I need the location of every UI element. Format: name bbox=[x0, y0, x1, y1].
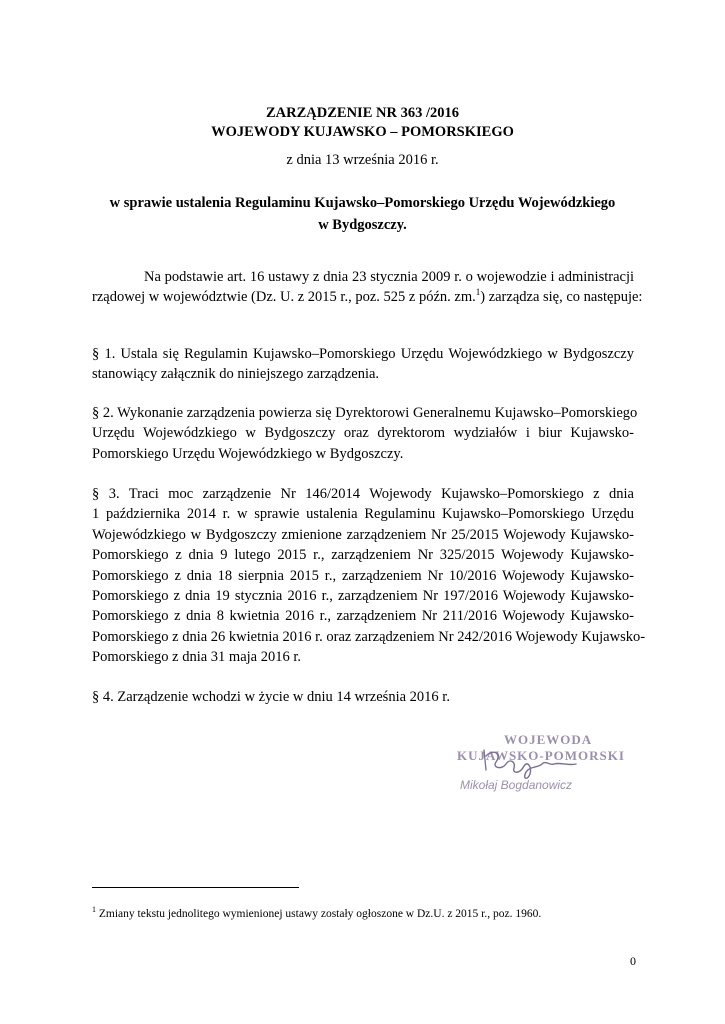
paragraph-4-line: § 4. Zarządzenie wchodzi w życie w dniu 14 września 2016 r. bbox=[92, 689, 450, 705]
footnote-text: Zmiany tekstu jednolitego wymienionej ustawy zostały ogłoszone w Dz.U. z 2015 r., poz. 1960. bbox=[96, 907, 542, 920]
title-line-1: ZARZĄDZENIE NR 363 /2016 bbox=[266, 105, 459, 121]
paragraph-1 bbox=[92, 344, 634, 385]
footnote bbox=[92, 905, 541, 920]
paragraph-1-line: stanowiący załącznik do niniejszego zarządzenia. bbox=[92, 366, 380, 383]
paragraph-3-line: § 3. Traci moc zarządzenie Nr 146/2014 Wojewody Kujawsko–Pomorskiego z dnia bbox=[92, 486, 634, 502]
footnote-ref: 1 bbox=[475, 287, 481, 298]
paragraph-2 bbox=[92, 403, 638, 464]
preamble-line-2b: ) zarządza się, co następuje: bbox=[480, 289, 643, 306]
subject-line-1: w sprawie ustalenia Regulaminu Kujawsko–Pomorskiego Urzędu Wojewódzkiego bbox=[109, 195, 616, 211]
preamble-line-2a: rządowej w województwie (Dz. U. z 2015 r., poz. 525 z późn. zm. bbox=[92, 289, 476, 306]
document-title bbox=[0, 104, 725, 142]
document-subject bbox=[0, 192, 725, 236]
paragraph-3-line: Pomorskiego z dnia 18 sierpnia 2015 r., zarządzeniem Nr 10/2016 Wojewody Kujawsko- bbox=[92, 567, 634, 584]
paragraph-1-line: § 1. Ustala się Regulamin Kujawsko–Pomorskiego Urzędu Wojewódzkiego w Bydgoszczy bbox=[92, 346, 634, 362]
document-date: z dnia 13 września 2016 r. bbox=[286, 152, 439, 168]
paragraph-3-line: Pomorskiego z dnia 9 lutego 2015 r., zarządzeniem Nr 325/2015 Wojewody Kujawsko- bbox=[92, 547, 634, 564]
footnote-separator bbox=[92, 887, 299, 888]
paragraph-3-line: Pomorskiego z dnia 26 kwietnia 2016 r. oraz zarządzeniem Nr 242/2016 Wojewody Kujawsko- bbox=[92, 628, 646, 645]
title-line-2: WOJEWODY KUJAWSKO – POMORSKIEGO bbox=[211, 124, 514, 140]
paragraph-3-line: Pomorskiego z dnia 19 stycznia 2016 r., zarządzeniem Nr 197/2016 Wojewody Kujawsko- bbox=[92, 588, 634, 605]
preamble-line-2 bbox=[92, 287, 643, 307]
paragraph-3-line: Wojewódzkiego w Bydgoszczy zmienione zarządzeniem Nr 25/2015 Wojewody Kujawsko- bbox=[92, 526, 634, 543]
paragraph-3 bbox=[92, 484, 646, 668]
paragraph-3-line: Pomorskiego z dnia 8 kwietnia 2016 r., zarządzeniem Nr 211/2016 Wojewody Kujawsko- bbox=[92, 608, 634, 625]
paragraph-2-line: Pomorskiego Urzędu Wojewódzkiego w Bydgoszczy. bbox=[92, 445, 404, 462]
preamble-line-1: Na podstawie art. 16 ustawy z dnia 23 stycznia 2009 r. o wojewodzie i administracji bbox=[144, 269, 634, 285]
paragraph-3-line: 1 października 2014 r. w sprawie ustalenia Regulaminu Kujawsko–Pomorskiego Urzędu bbox=[92, 506, 634, 523]
preamble bbox=[92, 267, 643, 308]
footnote-marker: 1 bbox=[92, 905, 96, 914]
page-number: 0 bbox=[630, 954, 636, 968]
stamp-office: KUJAWSKO-POMORSKI bbox=[457, 748, 625, 763]
subject-line-2: w Bydgoszczy. bbox=[318, 217, 407, 233]
signature bbox=[472, 744, 582, 784]
stamp-name: Mikołaj Bogdanowicz bbox=[460, 778, 573, 792]
paragraph-4 bbox=[92, 687, 634, 707]
paragraph-3-line: Pomorskiego z dnia 31 maja 2016 r. bbox=[92, 649, 302, 666]
stamp-title: WOJEWODA bbox=[504, 732, 593, 747]
paragraph-2-line: Urzędu Wojewódzkiego w Bydgoszczy oraz dyrektorom wydziałów i biur Kujawsko- bbox=[92, 425, 634, 442]
official-stamp bbox=[452, 732, 632, 804]
paragraph-2-line: § 2. Wykonanie zarządzenia powierza się Dyrektorowi Generalnemu Kujawsko–Pomorskiego bbox=[92, 405, 638, 421]
